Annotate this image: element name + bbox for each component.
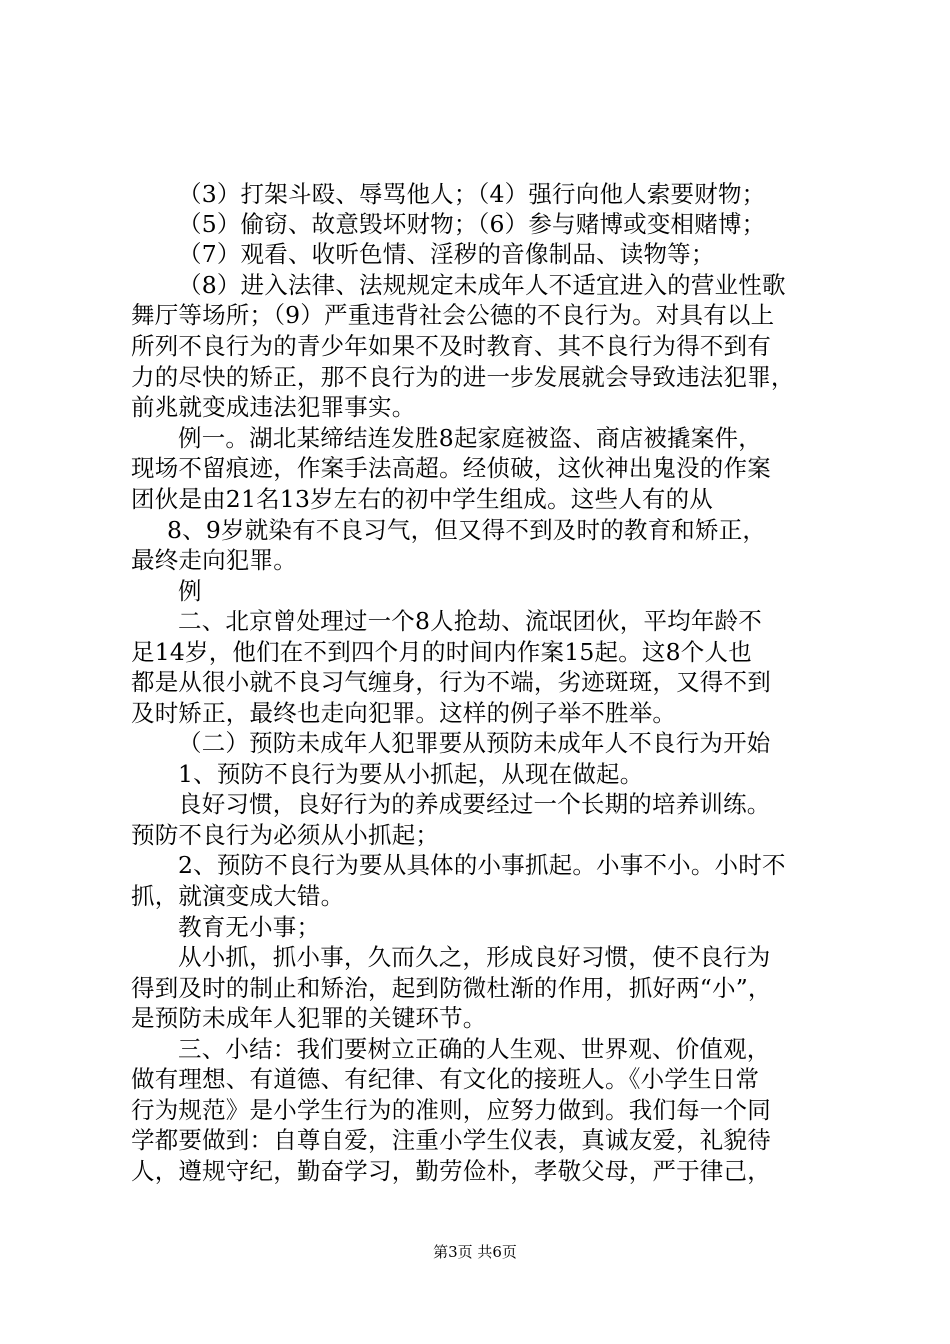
text-line: 得到及时的制止和矫治，起到防微杜渐的作用，抓好两“小”，: [131, 974, 772, 1002]
text-line: 足14岁，他们在不到四个月的时间内作案15起。这8个人也: [131, 638, 752, 666]
text-line: 例一。湖北某缔结连发胜8起家庭被盗、商店被撬案件，: [178, 424, 762, 452]
text-line: 二、北京曾处理过一个8人抢劫、流氓团伙，平均年龄不: [178, 607, 762, 635]
text-line: （3）打架斗殴、辱骂他人；（4）强行向他人索要财物；: [178, 180, 766, 208]
text-line: 及时矫正，最终也走向犯罪。这样的例子举不胜举。: [131, 699, 677, 727]
text-line: 都是从很小就不良习气缠身，行为不端，劣迹斑斑，又得不到: [131, 668, 771, 696]
text-line: 2、预防不良行为要从具体的小事抓起。小事不小。小时不: [178, 851, 786, 879]
section-heading: 三、小结：我们要树立正确的人生观、世界观、价值观，: [178, 1035, 771, 1063]
text-line: 学都要做到：自尊自爱，注重小学生仪表，真诚友爱，礼貌待: [131, 1126, 771, 1154]
text-line: （7）观看、收听色情、淫秽的音像制品、读物等；: [178, 240, 715, 268]
text-line: 所列不良行为的青少年如果不及时教育、其不良行为得不到有: [131, 332, 771, 360]
text-line: 8、9岁就染有不良习气，但又得不到及时的教育和矫正，: [167, 516, 767, 544]
text-line: 现场不留痕迹，作案手法高超。经侦破，这伙神出鬼没的作案: [131, 454, 771, 482]
text-line: 舞厅等场所；（9）严重违背社会公德的不良行为。对具有以上: [131, 301, 775, 329]
text-line: 从小抓，抓小事，久而久之，形成良好习惯，使不良行为: [178, 943, 771, 971]
text-line: 行为规范》是小学生行为的准则，应努力做到。我们每一个同: [131, 1096, 771, 1124]
text-line: 预防不良行为必须从小抓起；: [131, 821, 440, 849]
text-line: （8）进入法律、法规规定未成年人不适宜进入的营业性歌: [178, 271, 786, 299]
text-line: 良好习惯，良好行为的养成要经过一个长期的培养训练。: [178, 790, 771, 818]
page-number-footer: 第3页 共6页: [433, 1243, 517, 1261]
text-line: 最终走向犯罪。: [131, 546, 297, 574]
section-heading: （二）预防未成年人犯罪要从预防未成年人不良行为开始: [178, 729, 771, 757]
text-line: 抓，就演变成大错。: [131, 882, 345, 910]
text-line: 做有理想、有道德、有纪律、有文化的接班人。《小学生日常: [131, 1065, 760, 1093]
text-line: （5）偷窃、故意毁坏财物；（6）参与赌博或变相赌博；: [178, 210, 766, 238]
text-line: 是预防未成年人犯罪的关键环节。: [131, 1004, 487, 1032]
text-line: 力的尽快的矫正，那不良行为的进一步发展就会导致违法犯罪，: [131, 363, 795, 391]
text-line: 1、预防不良行为要从小抓起，从现在做起。: [178, 760, 644, 788]
text-line: 教育无小事；: [178, 913, 321, 941]
text-line: 团伙是由21名13岁左右的初中学生组成。这些人有的从: [131, 485, 714, 513]
text-line: 人，遵规守纪，勤奋学习，勤劳俭朴，孝敬父母，严于律己，: [131, 1157, 771, 1185]
text-line: 例: [178, 577, 202, 605]
text-line: 前兆就变成违法犯罪事实。: [131, 393, 416, 421]
